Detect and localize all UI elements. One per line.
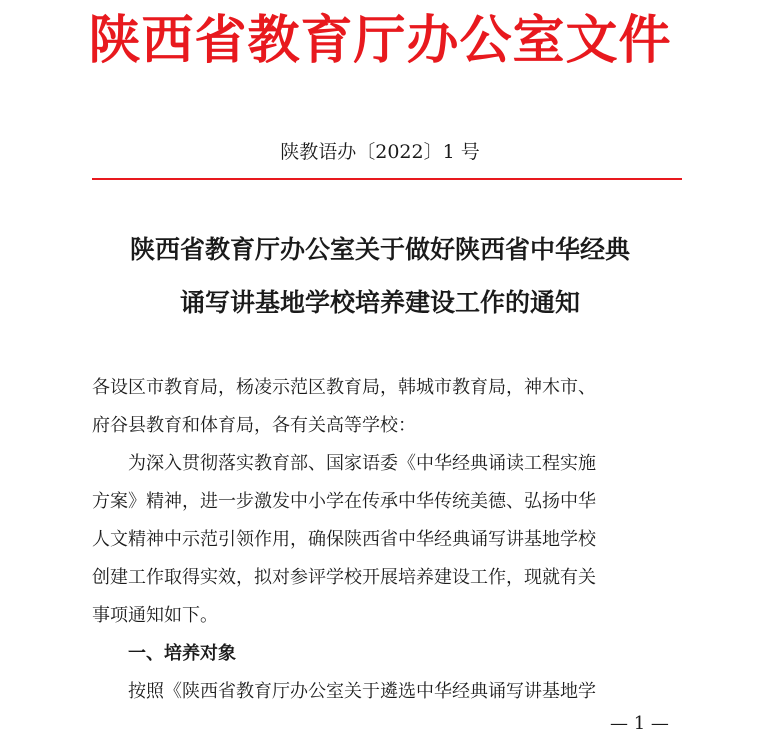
page-number: — 1 — (610, 713, 669, 734)
paragraph-1-line-3: 人文精神中示范引领作用，确保陕西省中华经典诵写讲基地学校 (92, 529, 596, 550)
document-title-line-1: 陕西省教育厅办公室关于做好陕西省中华经典 (129, 235, 630, 264)
paragraph-1-line-5: 事项通知如下。 (92, 605, 218, 626)
document-masthead: 陕西省教育厅办公室文件 (88, 10, 672, 71)
paragraph-1-line-4: 创建工作取得实效，拟对参评学校开展培养建设工作，现就有关 (92, 567, 596, 588)
paragraph-1-line-2: 方案》精神，进一步激发中小学在传承中华传统美德、弘扬中华 (92, 491, 596, 512)
section-1-heading: 一、培养对象 (128, 643, 236, 664)
addressee-line-1: 各设区市教育局，杨凌示范区教育局，韩城市教育局，神木市、 (92, 377, 596, 398)
document-title-line-2: 诵写讲基地学校培养建设工作的通知 (179, 288, 580, 317)
document-number: 陕教语办〔2022〕1 号 (280, 141, 480, 163)
paragraph-1-line-1: 为深入贯彻落实教育部、国家语委《中华经典诵读工程实施 (128, 453, 596, 474)
red-divider-line (92, 178, 682, 180)
section-1-line-1: 按照《陕西省教育厅办公室关于遴选中华经典诵写讲基地学 (128, 681, 596, 702)
addressee-line-2: 府谷县教育和体育局，各有关高等学校： (92, 415, 416, 436)
